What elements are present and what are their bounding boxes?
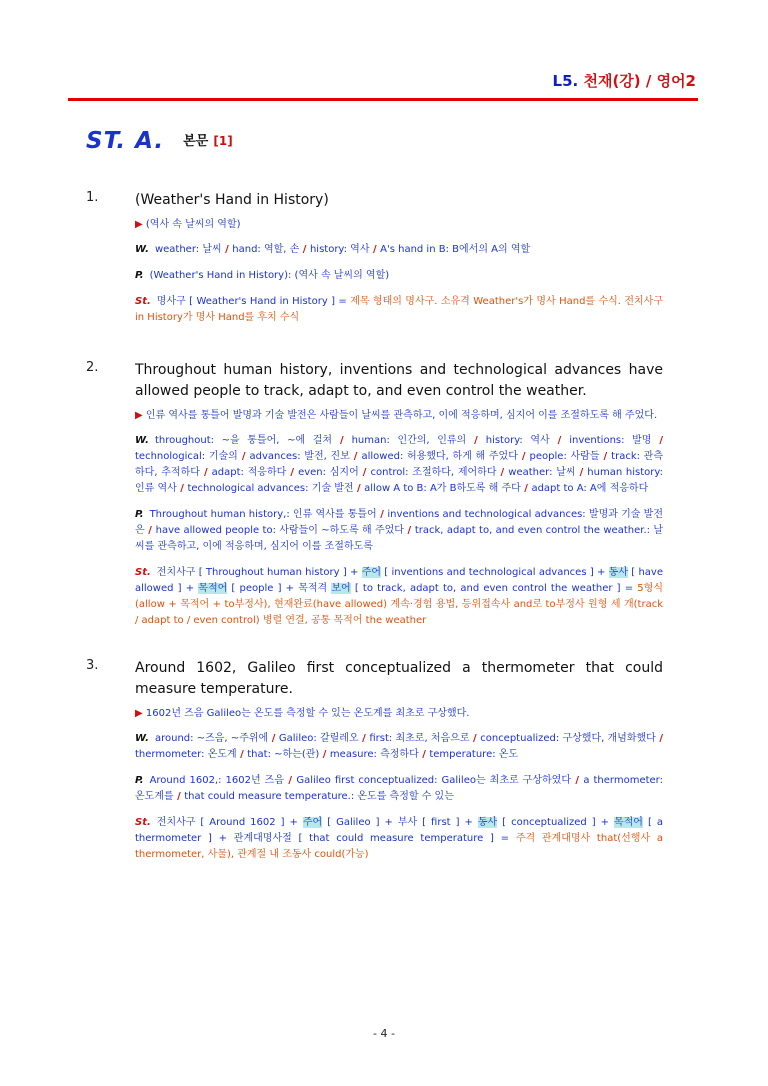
- separator: /: [236, 749, 248, 760]
- note-entry: human: 인간의, 인류의: [351, 435, 467, 446]
- document-header: [553, 70, 696, 91]
- note-entry: adapt: 적응하다: [211, 467, 287, 478]
- phrase-list: [135, 509, 663, 552]
- separator: /: [549, 435, 570, 446]
- arrow-icon: ▶: [135, 708, 143, 719]
- korean-translation: ▶ 인류 역사를 통틀어 발명과 기술 발전은 사람들이 날씨를 관측하고, 이에 적응하며, 심지어 이를 조절하도록 해 주었다.: [135, 410, 658, 421]
- separator: /: [517, 451, 530, 462]
- word-list: [135, 435, 663, 494]
- structure-notes: St. 전치사구 [ Throughout human history ] + 주어 [ inventions and technological advances ] + 동사 [ have allowed ] + 목적어 [ people ] + 목적격 보어 [ to track, adapt to, and even control the weather ] = 5형식(allow + 목적어 + to부정사), 현재완료(have allowed) 계속·경험 용법, 등위접속사 and로 to부정사 원형 세 개(track / adapt to / even control) 병렬 연결, 공통 목적어 the weather: [135, 567, 663, 626]
- note-entry: hand: 역할, 손: [232, 244, 300, 255]
- english-sentence: Throughout human history, inventions and technological advances have allowed people to track, adapt to, and even control the weather.: [135, 362, 663, 399]
- note-entry: throughout: ~을 통틀어, ~에 걸쳐: [154, 435, 333, 446]
- separator: /: [237, 451, 250, 462]
- note-entry: Galileo: 갈릴레오: [278, 733, 359, 744]
- separator: /: [176, 483, 188, 494]
- note-entry: a thermometer: 온도계를: [135, 775, 663, 802]
- page-number: - 4 -: [373, 1027, 395, 1040]
- st-tag: St.: [135, 567, 151, 578]
- note-entry: history: 역사: [309, 244, 370, 255]
- note-entry: that: ~하는(관): [247, 749, 320, 760]
- note-entry: inventions and technological advances: 발명과 기술 발전은: [135, 509, 663, 536]
- section-number: [1]: [213, 134, 233, 148]
- note-entry: that could measure temperature.: 온도를 측정할 수 있는: [184, 791, 454, 802]
- note-entry: technological: 기술의: [135, 451, 238, 462]
- korean-translation: ▶ (역사 속 날씨의 역할): [135, 219, 241, 230]
- structure-notes: St. 전치사구 [ Around 1602 ] + 주어 [ Galileo ] + 부사 [ first ] + 동사 [ conceptualized ] + 목적어 [ a thermometer ] + 관계대명사절 [ that could measure temperature ] = 주격 관계대명사 that(선행사 a thermometer, 사물), 관계절 내 조동사 could(가능): [135, 817, 663, 860]
- separator: /: [466, 435, 486, 446]
- separator: /: [358, 733, 370, 744]
- separator: /: [655, 733, 664, 744]
- separator: /: [353, 483, 365, 494]
- item-number: 1.: [86, 190, 99, 205]
- note-entry: track, adapt to, and even control the weather.: 날씨를 관측하고, 이에 적응하며, 심지어 이를 조절하도록: [135, 525, 663, 552]
- note-entry: even: 심지어: [298, 467, 359, 478]
- note-entry: temperature: 온도: [429, 749, 519, 760]
- separator: /: [268, 733, 279, 744]
- note-entry: advances: 발전, 진보: [249, 451, 350, 462]
- separator: /: [651, 435, 664, 446]
- arrow-icon: ▶: [135, 219, 143, 230]
- note-entry: technological advances: 기술 발전: [187, 483, 354, 494]
- separator: /: [199, 467, 212, 478]
- separator: /: [144, 525, 156, 536]
- separator: /: [358, 467, 371, 478]
- lesson-code: L5.: [552, 72, 579, 90]
- note-entry: Around 1602,: 1602년 즈음: [149, 775, 284, 786]
- separator: /: [403, 525, 415, 536]
- word-notes: [135, 433, 663, 497]
- separator: /: [376, 509, 388, 520]
- item-number: 3.: [86, 658, 99, 673]
- p-tag: P.: [135, 509, 144, 520]
- separator: /: [469, 733, 481, 744]
- note-entry: thermometer: 온도계: [135, 749, 237, 760]
- note-entry: Galileo first conceptualized: Galileo는 최초로 구상하였다: [296, 775, 571, 786]
- separator: /: [418, 749, 430, 760]
- separator: /: [570, 775, 584, 786]
- note-entry: people: 사람들: [529, 451, 600, 462]
- note-entry: (Weather's Hand in History): (역사 속 날씨의 역할): [149, 270, 390, 281]
- separator: /: [332, 435, 352, 446]
- lesson-title: 천재(강) / 영어2: [583, 72, 696, 90]
- separator: /: [286, 467, 299, 478]
- header-divider: [68, 98, 698, 101]
- section-name: 본문: [183, 134, 209, 149]
- phrase-notes: [135, 268, 663, 284]
- note-entry: measure: 측정하다: [329, 749, 419, 760]
- note-entry: adapt to A: A에 적응하다: [531, 483, 649, 494]
- note-entry: have allowed people to: 사람들이 ~하도록 해 주었다: [155, 525, 404, 536]
- note-entry: weather: 날씨: [154, 244, 222, 255]
- st-tag: St.: [135, 817, 151, 828]
- separator: /: [299, 244, 310, 255]
- separator: /: [369, 244, 381, 255]
- note-entry: weather: 날씨: [508, 467, 576, 478]
- section-title: [86, 128, 233, 154]
- word-notes: [135, 731, 663, 763]
- note-entry: allowed: 허용했다, 하게 해 주었다: [361, 451, 518, 462]
- english-sentence: Around 1602, Galileo first conceptualized a thermometer that could measure temperature.: [135, 660, 663, 697]
- section-badge: ST. A.: [86, 128, 165, 154]
- p-tag: P.: [135, 775, 144, 786]
- separator: /: [575, 467, 588, 478]
- sentence-item-1: [86, 190, 686, 326]
- w-tag: W.: [135, 244, 149, 255]
- note-entry: human history: 인류 역사: [135, 467, 663, 494]
- separator: /: [599, 451, 612, 462]
- sentence-item-2: [86, 360, 686, 629]
- note-entry: inventions: 발명: [569, 435, 652, 446]
- separator: /: [283, 775, 297, 786]
- phrase-list: [135, 775, 663, 802]
- sentence-item-3: [86, 658, 686, 863]
- separator: /: [221, 244, 233, 255]
- separator: /: [319, 749, 330, 760]
- st-tag: St.: [135, 296, 151, 307]
- separator: /: [520, 483, 532, 494]
- note-entry: allow A to B: A가 B하도록 해 주다: [364, 483, 521, 494]
- note-entry: control: 조절하다, 제어하다: [370, 467, 497, 478]
- english-sentence: (Weather's Hand in History): [135, 192, 329, 208]
- note-entry: track: 관측하다, 추적하다: [135, 451, 663, 478]
- word-notes: [135, 242, 663, 258]
- korean-translation: ▶ 1602년 즈음 Galileo는 온도를 측정할 수 있는 온도계를 최초로 구상했다.: [135, 708, 470, 719]
- separator: /: [349, 451, 362, 462]
- note-entry: history: 역사: [485, 435, 550, 446]
- structure-notes: St. 명사구 [ Weather's Hand in History ] = 제목 형태의 명사구. 소유격 Weather's가 명사 Hand를 수식. 전치사구 in History가 명사 Hand를 후치 수식: [135, 296, 664, 323]
- word-list: [155, 244, 530, 255]
- p-tag: P.: [135, 270, 144, 281]
- item-number: 2.: [86, 360, 99, 375]
- word-list: [135, 733, 663, 760]
- w-tag: W.: [135, 733, 149, 744]
- separator: /: [173, 791, 185, 802]
- phrase-notes: [135, 507, 663, 555]
- note-entry: first: 최초로, 처음으로: [369, 733, 470, 744]
- note-entry: Throughout human history,: 인류 역사를 통틀어: [149, 509, 377, 520]
- w-tag: W.: [135, 435, 149, 446]
- note-entry: A's hand in B: B에서의 A의 역할: [380, 244, 531, 255]
- phrase-notes: [135, 773, 663, 805]
- phrase-list: [150, 270, 390, 281]
- arrow-icon: ▶: [135, 410, 143, 421]
- note-entry: around: ~즈음, ~주위에: [154, 733, 269, 744]
- separator: /: [496, 467, 509, 478]
- note-entry: conceptualized: 구상했다, 개념화했다: [480, 733, 656, 744]
